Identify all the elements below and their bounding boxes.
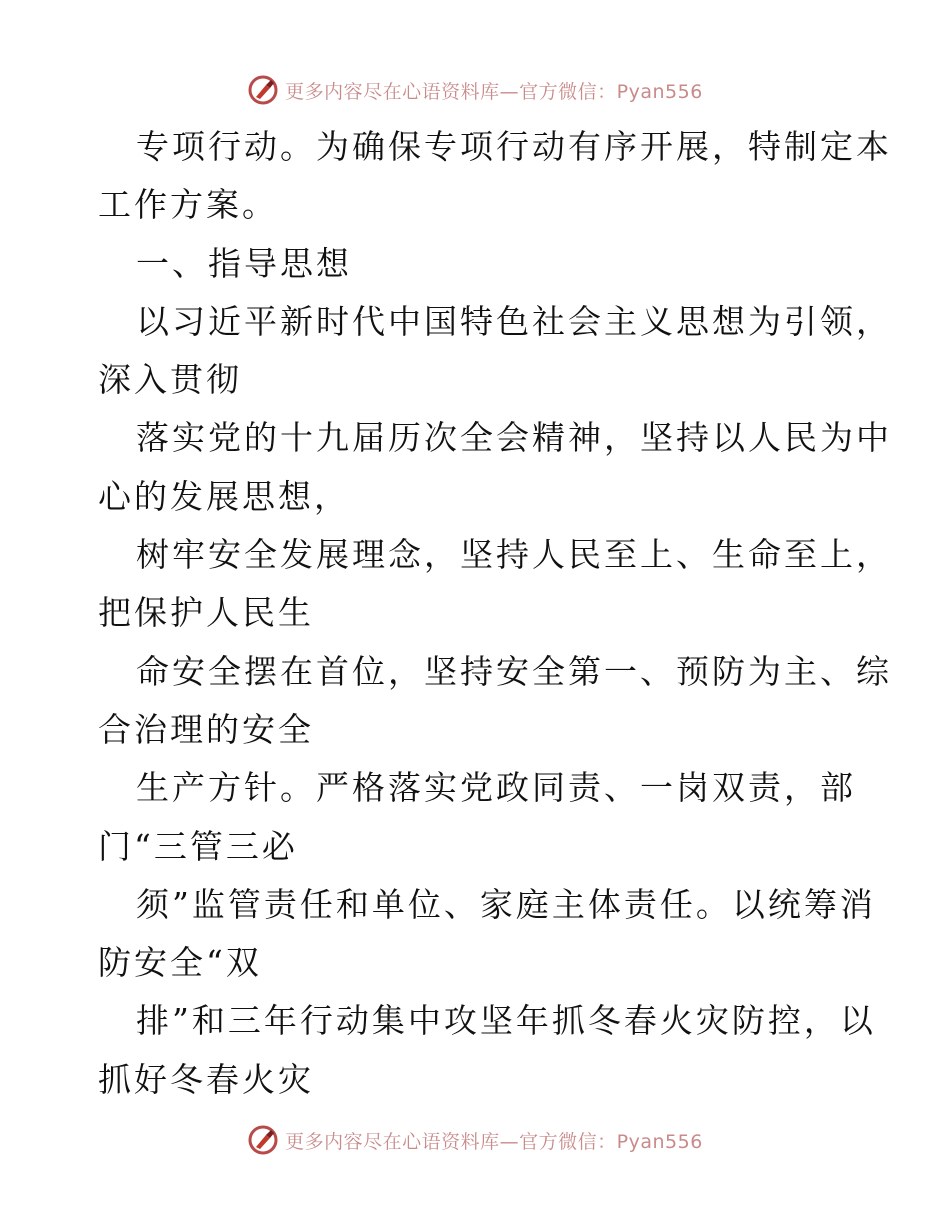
paragraph-line: 命安全摆在首位，坚持安全第一、预防为主、综 [136,651,892,691]
paragraph-line: 生产方针。严格落实党政同责、一岗双责，部 [136,768,856,808]
header-banner-text: 更多内容尽在心语资料库—官方微信：Pyan556 [285,80,703,103]
paragraph-line: 工作方案。 [98,185,278,225]
footer-banner [0,1120,950,1160]
paragraph-line: 防安全“双 [98,943,262,983]
paragraph-line: 抓好冬春火灾 [98,1059,314,1099]
pen-nib-logo-icon [247,74,279,106]
section-heading: 一、指导思想 [136,243,352,283]
paragraph-line: 门“三管三必 [98,826,298,866]
paragraph-line: 深入贯彻 [98,360,242,400]
pen-nib-logo-icon [247,1124,279,1156]
paragraph-line: 须”监管责任和单位、家庭主体责任。以统筹消 [136,884,876,924]
paragraph-line: 以习近平新时代中国特色社会主义思想为引领， [136,301,892,341]
footer-banner-text: 更多内容尽在心语资料库—官方微信：Pyan556 [285,1130,703,1153]
document-body [98,118,892,1109]
paragraph-line: 合治理的安全 [98,709,314,749]
paragraph-line: 树牢安全发展理念，坚持人民至上、生命至上， [136,535,892,575]
paragraph-line: 落实党的十九届历次全会精神，坚持以人民为中 [136,418,892,458]
paragraph-line: 把保护人民生 [98,593,314,633]
paragraph-line: 心的发展思想， [98,476,350,516]
header-banner [0,70,950,110]
paragraph-line: 排”和三年行动集中攻坚年抓冬春火灾防控，以 [136,1001,876,1041]
paragraph-line: 专项行动。为确保专项行动有序开展，特制定本 [136,127,892,166]
